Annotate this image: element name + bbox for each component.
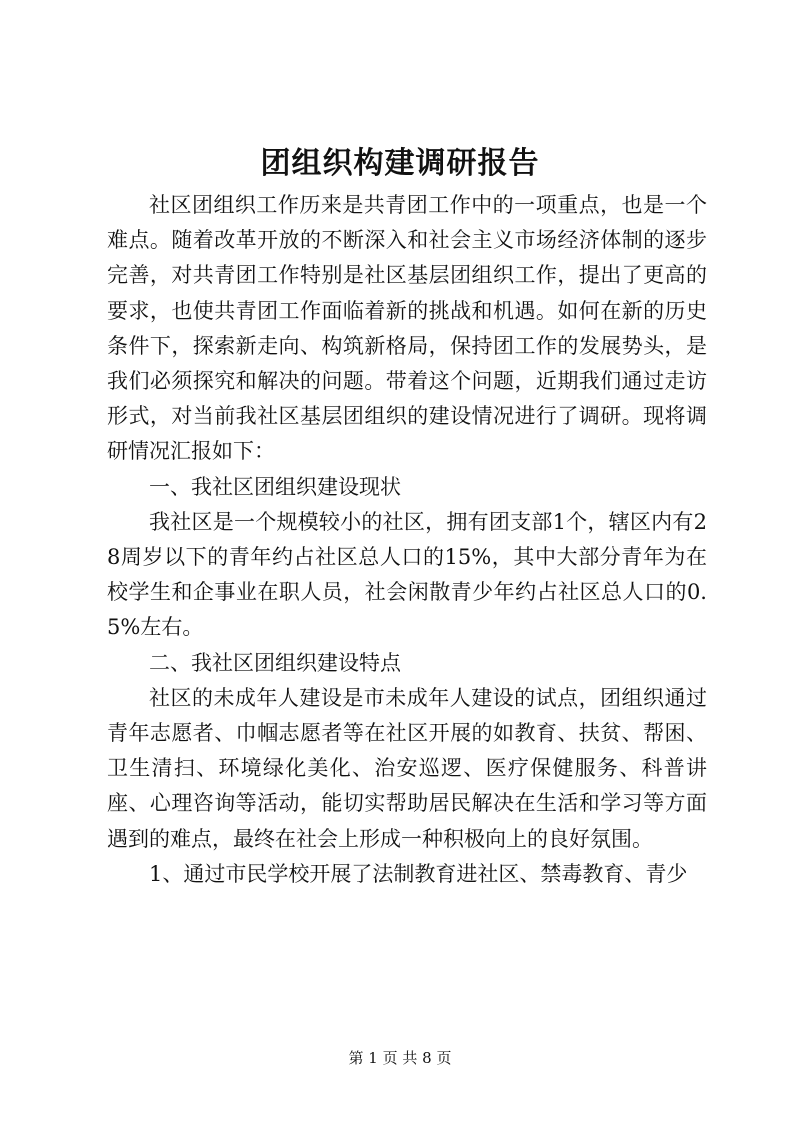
- document-title: 团组织构建调研报告: [260, 146, 540, 181]
- section-heading-features: 二、我社区团组织建设特点: [149, 650, 401, 675]
- paragraph-item-1: 1、通过市民学校开展了法制教育进社区、禁毒教育、青少: [149, 861, 688, 886]
- paragraph-intro: 社区团组织工作历来是共青团工作中的一项重点，也是一个难点。随着改革开放的不断深入和社会主义市场经济体制的逐步完善，对共青团工作特别是社区基层团组织工作，提出了更高的要求，也使共青团工作面临着新的挑战和机遇。如何在新的历史条件下，探索新走向、构筑新格局，保持团工作的发展势头，是我们必须探究和解决的问题。带着这个问题，近期我们通过走访形式，对当前我社区基层团组织的建设情况进行了调研。现将调研情况汇报如下：: [107, 193, 707, 464]
- section-heading-status: 一、我社区团组织建设现状: [149, 474, 401, 499]
- paragraph-features: 社区的未成年人建设是市未成年人建设的试点，团组织通过青年志愿者、巾帼志愿者等在社区开展的如教育、扶贫、帮困、卫生清扫、环境绿化美化、治安巡逻、医疗保健服务、科普讲座、心理咨询等活动，能切实帮助居民解决在生活和学习等方面遇到的难点，最终在社会上形成一种积极向上的良好氛围。: [107, 685, 707, 851]
- document-body: [107, 188, 707, 892]
- page-number-footer: 第 1 页 共 8 页: [348, 1049, 452, 1067]
- paragraph-status: 我社区是一个规模较小的社区，拥有团支部1个，辖区内有28周岁以下的青年约占社区总人口的15%，其中大部分青年为在校学生和企事业在职人员，社会闲散青少年约占社区总人口的0.5%左右。: [107, 509, 707, 640]
